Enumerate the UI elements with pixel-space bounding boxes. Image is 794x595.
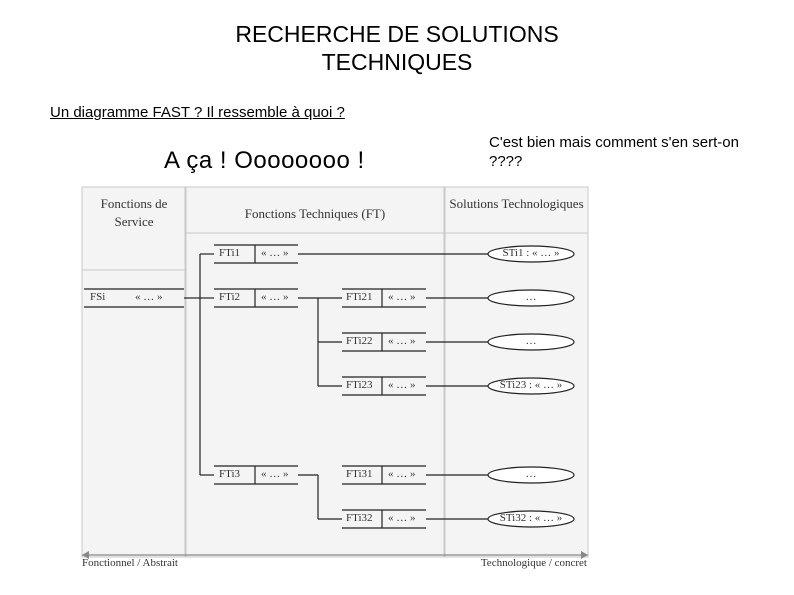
column-service-bg [82, 187, 185, 557]
column-technical-bg [186, 187, 444, 557]
fs-code: FSi [90, 291, 106, 303]
ft-desc: « … » [261, 291, 289, 303]
ft-desc: « … » [388, 291, 416, 303]
solution-label: … [525, 468, 537, 480]
ft-desc: « … » [261, 468, 289, 480]
ft-code: FTi1 [219, 247, 241, 259]
ft-code: FTi22 [346, 335, 373, 347]
ft-desc: « … » [388, 468, 416, 480]
axis-label-left: Fonctionnel / Abstrait [82, 557, 178, 569]
header-solutions: Solutions Technologiques [449, 196, 584, 211]
subtitle: Un diagramme FAST ? Il ressemble à quoi ? [50, 104, 345, 121]
title-line-1: RECHERCHE DE SOLUTIONS [235, 21, 559, 47]
ft-code: FTi21 [346, 291, 373, 303]
fast-diagram [80, 183, 590, 575]
title-line-2: TECHNIQUES [321, 49, 473, 75]
ft-desc: « … » [388, 379, 416, 391]
header-technical: Fonctions Techniques (FT) [244, 206, 386, 221]
header-service: Fonctions de Service [100, 196, 168, 229]
solution-label: STi23 : « … » [499, 379, 563, 391]
ft-code: FTi23 [346, 379, 373, 391]
solution-label: … [525, 291, 537, 303]
exclamation-text: A ça ! Oooooooo ! [164, 147, 365, 174]
column-solutions-bg [445, 187, 588, 557]
fs-desc: « … » [135, 291, 163, 303]
solution-label: STi32 : « … » [499, 512, 563, 524]
slide-title [0, 20, 794, 76]
solution-label: STi1 : « … » [502, 247, 560, 259]
ft-desc: « … » [388, 512, 416, 524]
axis-label-right: Technologique / concret [480, 557, 587, 569]
ft-code: FTi3 [219, 468, 241, 480]
ft-desc: « … » [261, 247, 289, 259]
solution-label: … [525, 335, 537, 347]
comment-text: C'est bien mais comment s'en sert-on ???? [489, 134, 739, 170]
ft-code: FTi31 [346, 468, 373, 480]
ft-code: FTi2 [219, 291, 241, 303]
ft-code: FTi32 [346, 512, 373, 524]
ft-desc: « … » [388, 335, 416, 347]
